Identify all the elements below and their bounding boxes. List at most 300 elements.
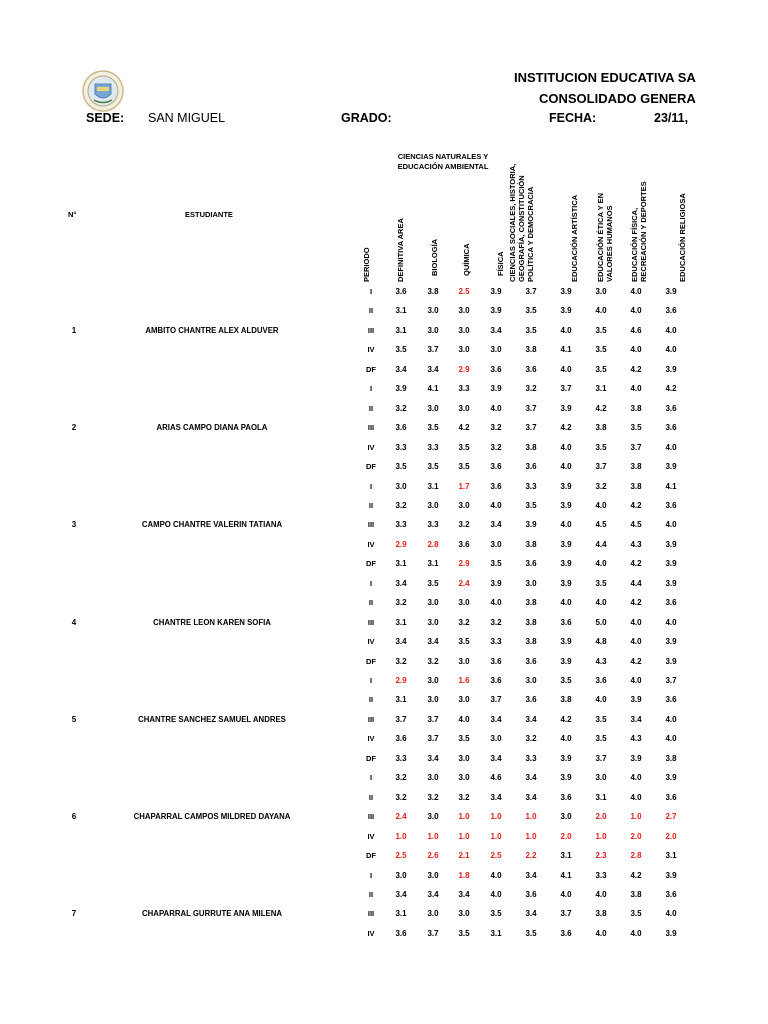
grade-cell: 3.0 — [458, 773, 470, 783]
grade-cell: 3.9 — [395, 384, 407, 394]
grade-cell: 3.6 — [525, 695, 537, 705]
grade-cell: 3.0 — [525, 578, 537, 588]
period-cell: DF — [366, 364, 376, 374]
sede-label: SEDE: — [86, 111, 125, 125]
col-student-header: ESTUDIANTE — [185, 210, 233, 219]
grade-cell: 3.3 — [458, 384, 470, 394]
period-cell: DF — [366, 559, 376, 569]
period-cell: II — [368, 403, 374, 413]
grade-cell: 3.9 — [665, 928, 677, 938]
grade-cell: 3.6 — [490, 656, 502, 666]
grade-cell: 3.6 — [665, 598, 677, 608]
grade-cell: 1.0 — [490, 831, 502, 841]
grade-cell: 3.2 — [427, 792, 439, 802]
grade-cell: 3.9 — [630, 695, 642, 705]
grade-cell: 3.3 — [525, 481, 537, 491]
grade-cell: 4.0 — [490, 598, 502, 608]
grade-cell: 3.2 — [395, 773, 407, 783]
period-cell: IV — [367, 734, 375, 744]
student-number: 7 — [71, 909, 77, 919]
grade-cell: 3.7 — [560, 384, 572, 394]
grade-cell: 3.1 — [395, 306, 407, 316]
grade-cell: 3.0 — [490, 539, 502, 549]
grade-cell: 4.1 — [560, 870, 572, 880]
grade-cell: 3.6 — [395, 423, 407, 433]
grade-cell: 3.6 — [665, 500, 677, 510]
grade-cell: 3.0 — [595, 773, 607, 783]
grade-cell: 4.1 — [427, 384, 439, 394]
grade-cell: 3.4 — [490, 753, 502, 763]
grade-cell: 4.0 — [630, 773, 642, 783]
grade-cell: 3.0 — [427, 403, 439, 413]
grade-cell: 3.6 — [525, 364, 537, 374]
col-period-header: PERIODO — [362, 247, 371, 282]
grade-cell: 3.2 — [395, 403, 407, 413]
grade-cell: 3.3 — [427, 520, 439, 530]
grade-cell: 3.2 — [525, 384, 537, 394]
grade-cell: 2.8 — [427, 539, 439, 549]
grade-cell: 3.0 — [458, 598, 470, 608]
grade-cell: 3.9 — [490, 578, 502, 588]
grade-cell: 3.4 — [395, 364, 407, 374]
grade-cell: 3.0 — [427, 909, 439, 919]
grade-cell: 2.0 — [630, 831, 642, 841]
grade-cell: 1.0 — [595, 831, 607, 841]
grade-cell: 5.0 — [595, 617, 607, 627]
grade-cell: 3.1 — [395, 695, 407, 705]
period-cell: II — [368, 792, 374, 802]
grade-cell: 3.4 — [490, 325, 502, 335]
grade-cell: 4.0 — [630, 637, 642, 647]
grade-cell: 3.0 — [395, 481, 407, 491]
period-cell: I — [369, 870, 373, 880]
grade-cell: 3.4 — [395, 889, 407, 899]
grade-cell: 3.0 — [560, 812, 572, 822]
grade-cell: 3.6 — [525, 559, 537, 569]
grade-cell: 3.5 — [630, 423, 642, 433]
col-subject-header: CIENCIAS SOCIALES, HISTORIA, GEOGRAFÍA, CONSTITUCIÓN POLÍTICA Y DEMOCRACIA — [508, 163, 535, 282]
col-subject-header: BIOLOGÍA — [430, 238, 439, 276]
grade-cell: 3.8 — [525, 442, 537, 452]
student-number: 3 — [71, 520, 77, 530]
grade-cell: 3.8 — [525, 598, 537, 608]
grade-cell: 4.2 — [630, 559, 642, 569]
period-cell: III — [367, 909, 375, 919]
col-num-header: N° — [68, 210, 77, 219]
grade-cell: 3.1 — [395, 325, 407, 335]
grade-cell: 3.2 — [458, 792, 470, 802]
grade-cell: 2.9 — [458, 364, 470, 374]
grade-cell: 3.7 — [665, 676, 677, 685]
grade-cell: 3.8 — [665, 753, 677, 763]
grade-cell: 3.6 — [665, 889, 677, 899]
period-cell: II — [368, 889, 374, 899]
grade-cell: 3.5 — [490, 559, 502, 569]
grade-cell: 4.2 — [630, 598, 642, 608]
report-subtitle: CONSOLIDADO GENERA — [539, 91, 696, 106]
grade-cell: 4.0 — [665, 325, 677, 335]
grade-cell: 3.5 — [458, 637, 470, 647]
grade-cell: 3.7 — [595, 462, 607, 472]
sede-value: SAN MIGUEL — [148, 111, 226, 125]
grade-cell: 3.2 — [490, 442, 502, 452]
grade-cell: 3.7 — [595, 753, 607, 763]
grade-cell: 3.5 — [595, 345, 607, 355]
grade-cell: 3.2 — [458, 617, 470, 627]
grade-cell: 3.3 — [427, 442, 439, 452]
grade-cell: 3.4 — [525, 773, 537, 783]
period-cell: DF — [366, 656, 376, 666]
grade-cell: 3.5 — [427, 578, 439, 588]
student-name: AMBITO CHANTRE ALEX ALDUVER — [145, 325, 279, 335]
grade-cell: 4.5 — [595, 520, 607, 530]
grade-cell: 3.4 — [630, 714, 642, 724]
grade-cell: 3.6 — [560, 928, 572, 938]
grade-cell: 3.1 — [490, 928, 502, 938]
student-number: 2 — [71, 423, 77, 433]
grade-cell: 3.9 — [665, 656, 677, 666]
grade-cell: 3.4 — [427, 364, 439, 374]
grade-cell: 3.1 — [395, 617, 407, 627]
grade-cell: 3.7 — [630, 442, 642, 452]
grade-cell: 3.2 — [395, 500, 407, 510]
grade-cell: 3.1 — [395, 559, 407, 569]
grade-cell: 3.4 — [490, 520, 502, 530]
grade-cell: 4.2 — [630, 500, 642, 510]
grade-cell: 3.5 — [458, 928, 470, 938]
grade-cell: 3.4 — [427, 889, 439, 899]
period-cell: I — [369, 676, 373, 685]
grade-cell: 4.2 — [665, 384, 677, 394]
grade-cell: 4.0 — [630, 306, 642, 316]
grade-cell: 4.0 — [595, 598, 607, 608]
grade-cell: 3.9 — [665, 287, 677, 296]
grade-cell: 3.9 — [490, 306, 502, 316]
grade-cell: 3.9 — [560, 773, 572, 783]
grade-cell: 3.8 — [630, 403, 642, 413]
grade-cell: 4.2 — [630, 364, 642, 374]
grade-cell: 3.0 — [427, 812, 439, 822]
grade-cell: 3.0 — [458, 306, 470, 316]
grade-cell: 3.5 — [395, 345, 407, 355]
student-name: CHAPARRAL GURRUTE ANA MILENA — [142, 909, 282, 919]
grade-cell: 3.6 — [490, 364, 502, 374]
grade-cell: 3.1 — [665, 851, 677, 861]
grade-cell: 2.8 — [630, 851, 642, 861]
grade-cell: 3.9 — [560, 539, 572, 549]
grade-cell: 4.3 — [630, 539, 642, 549]
grade-cell: 2.9 — [395, 539, 407, 549]
grado-label: GRADO: — [341, 111, 392, 125]
grade-cell: 3.8 — [595, 909, 607, 919]
period-cell: III — [367, 617, 375, 627]
grade-cell: 4.0 — [630, 345, 642, 355]
grade-cell: 3.0 — [427, 500, 439, 510]
col-subject-header: FÍSICA — [496, 251, 505, 276]
grade-cell: 4.0 — [630, 617, 642, 627]
grade-cell: 4.0 — [630, 287, 642, 296]
grade-cell: 3.9 — [525, 520, 537, 530]
grade-cell: 3.5 — [525, 928, 537, 938]
grade-cell: 1.0 — [458, 812, 470, 822]
grade-cell: 3.0 — [427, 695, 439, 705]
student-number: 5 — [71, 714, 77, 724]
grade-cell: 4.8 — [595, 637, 607, 647]
student-name: CHANTRE LEON KAREN SOFIA — [153, 617, 271, 627]
grade-cell: 3.2 — [458, 520, 470, 530]
grade-cell: 3.4 — [525, 909, 537, 919]
grade-cell: 3.0 — [427, 306, 439, 316]
grade-cell: 3.4 — [458, 889, 470, 899]
grade-cell: 3.1 — [595, 384, 607, 394]
grade-cell: 4.0 — [560, 364, 572, 374]
grade-cell: 3.4 — [525, 714, 537, 724]
grade-cell: 3.4 — [490, 792, 502, 802]
institution-title: INSTITUCION EDUCATIVA SA — [514, 70, 696, 85]
grade-cell: 3.0 — [427, 676, 439, 685]
grade-cell: 3.8 — [630, 462, 642, 472]
student-name: ARIAS CAMPO DIANA PAOLA — [156, 423, 268, 433]
grade-cell: 3.8 — [630, 481, 642, 491]
grade-cell: 3.7 — [525, 423, 537, 433]
student-name: CHAPARRAL CAMPOS MILDRED DAYANA — [133, 812, 291, 822]
period-cell: DF — [366, 851, 376, 861]
student-name: CAMPO CHANTRE VALERIN TATIANA — [141, 520, 283, 530]
grade-cell: 2.0 — [595, 812, 607, 822]
grade-cell: 4.0 — [665, 345, 677, 355]
grade-cell: 3.5 — [427, 423, 439, 433]
grade-cell: 3.6 — [595, 676, 607, 685]
grade-cell: 3.9 — [560, 481, 572, 491]
grade-cell: 3.5 — [595, 578, 607, 588]
grade-cell: 3.9 — [560, 287, 572, 296]
grade-cell: 4.0 — [458, 714, 470, 724]
grade-cell: 3.8 — [525, 617, 537, 627]
grade-cell: 3.1 — [595, 792, 607, 802]
group-header-ciencias: CIENCIAS NATURALES Y EDUCACIÓN AMBIENTAL — [397, 152, 489, 171]
grade-cell: 4.6 — [630, 325, 642, 335]
grade-cell: 4.0 — [665, 714, 677, 724]
grade-cell: 3.5 — [490, 909, 502, 919]
grade-cell: 4.0 — [595, 500, 607, 510]
period-cell: III — [367, 423, 375, 433]
grade-cell: 4.0 — [595, 928, 607, 938]
grade-cell: 3.2 — [595, 481, 607, 491]
grade-cell: 3.0 — [427, 325, 439, 335]
period-cell: IV — [367, 637, 375, 647]
grade-cell: 3.5 — [560, 676, 572, 685]
grade-cell: 4.0 — [595, 695, 607, 705]
grade-cell: 1.0 — [427, 831, 439, 841]
grade-cell: 3.9 — [560, 306, 572, 316]
grade-cell: 3.1 — [560, 851, 572, 861]
grade-cell: 4.6 — [490, 773, 502, 783]
period-cell: IV — [367, 442, 375, 452]
grade-cell: 4.0 — [560, 462, 572, 472]
grade-cell: 4.0 — [665, 442, 677, 452]
grade-cell: 3.0 — [525, 676, 537, 685]
grade-cell: 1.0 — [395, 831, 407, 841]
grade-cell: 3.6 — [665, 423, 677, 433]
grade-cell: 3.0 — [458, 325, 470, 335]
col-subject-header: DEFINITIVA AREA — [396, 218, 405, 282]
grade-cell: 3.2 — [525, 734, 537, 744]
period-cell: IV — [367, 928, 375, 938]
grade-cell: 1.0 — [458, 831, 470, 841]
grade-cell: 4.4 — [595, 539, 607, 549]
grade-cell: 3.1 — [395, 909, 407, 919]
grade-cell: 2.3 — [595, 851, 607, 861]
period-cell: IV — [367, 539, 375, 549]
col-subject-header: EDUCACIÓN FÍSICA, RECREACIÓN Y DEPORTES — [630, 181, 648, 282]
grade-cell: 3.6 — [525, 656, 537, 666]
grade-cell: 2.9 — [395, 676, 407, 685]
grade-cell: 3.7 — [525, 287, 537, 296]
grade-cell: 4.3 — [595, 656, 607, 666]
grade-cell: 3.0 — [490, 345, 502, 355]
grade-cell: 3.6 — [490, 676, 502, 685]
grade-cell: 4.0 — [630, 384, 642, 394]
grade-cell: 4.2 — [458, 423, 470, 433]
grade-cell: 4.5 — [630, 520, 642, 530]
grade-cell: 1.7 — [458, 481, 470, 491]
grade-cell: 3.7 — [560, 909, 572, 919]
grade-cell: 3.9 — [665, 870, 677, 880]
grade-cell: 3.6 — [395, 287, 407, 296]
grade-cell: 3.7 — [525, 403, 537, 413]
grade-cell: 3.6 — [525, 889, 537, 899]
fecha-label: FECHA: — [549, 111, 597, 125]
grade-cell: 3.6 — [665, 792, 677, 802]
grade-cell: 4.2 — [560, 423, 572, 433]
period-cell: I — [369, 384, 373, 394]
grade-cell: 3.6 — [458, 539, 470, 549]
grade-cell: 3.0 — [458, 500, 470, 510]
grade-cell: 3.9 — [560, 637, 572, 647]
grade-cell: 4.1 — [665, 481, 677, 491]
period-cell: IV — [367, 345, 375, 355]
grade-cell: 3.7 — [395, 714, 407, 724]
grade-cell: 3.8 — [525, 637, 537, 647]
grade-cell: 3.0 — [490, 734, 502, 744]
grade-cell: 3.9 — [665, 637, 677, 647]
grade-cell: 4.0 — [490, 870, 502, 880]
grade-cell: 3.6 — [665, 695, 677, 705]
grade-cell: 3.4 — [525, 870, 537, 880]
period-cell: III — [367, 520, 375, 530]
grade-cell: 3.0 — [427, 617, 439, 627]
grade-cell: 3.2 — [490, 617, 502, 627]
grade-cell: 3.0 — [458, 753, 470, 763]
student-number: 4 — [71, 617, 77, 627]
grade-cell: 4.0 — [630, 792, 642, 802]
grade-cell: 3.0 — [458, 345, 470, 355]
grade-cell: 4.0 — [595, 559, 607, 569]
grade-cell: 4.0 — [630, 928, 642, 938]
grade-cell: 3.9 — [560, 753, 572, 763]
grade-cell: 4.2 — [560, 714, 572, 724]
period-cell: I — [369, 481, 373, 491]
grade-cell: 3.9 — [665, 539, 677, 549]
grade-cell: 3.8 — [525, 345, 537, 355]
grade-cell: 3.8 — [525, 539, 537, 549]
grade-cell: 2.2 — [525, 851, 537, 861]
grade-cell: 3.9 — [560, 578, 572, 588]
grade-cell: 4.0 — [595, 889, 607, 899]
grade-cell: 3.0 — [427, 598, 439, 608]
grade-cell: 3.0 — [458, 656, 470, 666]
col-subject-header: QUÍMICA — [462, 243, 471, 276]
grade-cell: 3.0 — [595, 287, 607, 296]
grade-cell: 3.2 — [427, 656, 439, 666]
grade-cell: 3.0 — [458, 909, 470, 919]
grade-cell: 4.0 — [595, 306, 607, 316]
grade-cell: 3.8 — [595, 423, 607, 433]
grade-cell: 2.4 — [458, 578, 470, 588]
grade-cell: 4.0 — [665, 909, 677, 919]
grade-cell: 2.5 — [458, 287, 470, 296]
period-cell: I — [369, 773, 373, 783]
grade-cell: 3.2 — [395, 656, 407, 666]
grade-cell: 3.3 — [595, 870, 607, 880]
grade-cell: 3.4 — [427, 753, 439, 763]
grade-cell: 3.5 — [525, 306, 537, 316]
grade-cell: 3.5 — [395, 462, 407, 472]
grade-cell: 3.0 — [427, 870, 439, 880]
grade-cell: 3.4 — [490, 714, 502, 724]
grade-cell: 3.9 — [665, 559, 677, 569]
grade-cell: 3.6 — [490, 481, 502, 491]
grade-cell: 3.4 — [525, 792, 537, 802]
grade-cell: 4.0 — [665, 734, 677, 744]
grade-cell: 3.6 — [560, 792, 572, 802]
grade-cell: 3.4 — [395, 578, 407, 588]
col-subject-header: EDUCACIÓN ARTÍSTICA — [570, 194, 579, 282]
student-number: 6 — [71, 812, 77, 822]
grade-cell: 3.5 — [525, 325, 537, 335]
grade-cell: 3.1 — [427, 559, 439, 569]
grade-cell: 3.0 — [458, 403, 470, 413]
grade-cell: 3.8 — [630, 889, 642, 899]
grade-cell: 3.1 — [427, 481, 439, 491]
period-cell: I — [369, 287, 373, 296]
grade-cell: 3.5 — [595, 442, 607, 452]
grade-cell: 3.9 — [560, 500, 572, 510]
grade-cell: 4.2 — [595, 403, 607, 413]
grade-cell: 4.1 — [560, 345, 572, 355]
grade-cell: 3.9 — [665, 462, 677, 472]
grade-cell: 4.4 — [630, 578, 642, 588]
grade-cell: 2.0 — [560, 831, 572, 841]
grade-cell: 3.0 — [427, 773, 439, 783]
grade-cell: 3.3 — [395, 753, 407, 763]
grade-cell: 4.0 — [560, 598, 572, 608]
grade-cell: 3.7 — [490, 695, 502, 705]
grade-cell: 3.9 — [665, 773, 677, 783]
grade-cell: 3.6 — [395, 928, 407, 938]
grade-cell: 3.7 — [427, 734, 439, 744]
period-cell: II — [368, 695, 374, 705]
grade-cell: 3.2 — [490, 423, 502, 433]
grade-cell: 3.6 — [665, 403, 677, 413]
grade-cell: 3.6 — [490, 462, 502, 472]
grade-cell: 3.5 — [458, 442, 470, 452]
grade-cell: 3.5 — [595, 734, 607, 744]
grade-cell: 4.0 — [560, 325, 572, 335]
grade-cell: 2.0 — [665, 831, 677, 841]
grade-cell: 4.0 — [560, 520, 572, 530]
grade-cell: 3.5 — [458, 734, 470, 744]
